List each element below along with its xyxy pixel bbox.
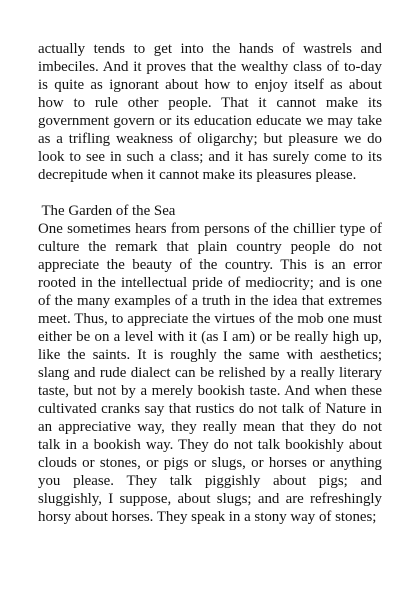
document-page: [38, 40, 382, 526]
paragraph-1: actually tends to get into the hands of wastrels and imbeciles. And it proves that the wealthy class of to-day is quite as ignorant about how to enjoy itself as about how to rule other people. That it cannot make its government govern or its education educate we may take as a trifling weakness of oligarchy; but pleasure we do look to see in such a class; and it has surely come to its decrepitude when it cannot make its pleasures please.: [38, 41, 382, 183]
paragraph-gap: [38, 184, 382, 202]
paragraph-2: One sometimes hears from persons of the chillier type of culture the remark that plain country people do not appreciate the beauty of the country. This is an error rooted in the intellectual pride of mediocrity; and is one of the many examples of a truth in the idea that extremes meet. Thus, to appreciate the virtues of the mob one must either be on a level with it (as I am) or be really high up, like the saints. It is roughly the same with aesthetics; slang and rude dialect can be relished by a really literary taste, but not by a merely bookish taste. And when these cultivated cranks say that rustics do not talk of Nature in an appreciative way, they really mean that they do not talk in a bookish way. They do not talk bookishly about clouds or stones, or pigs or slugs, or horses or anything you please. They talk piggishly about pigs; and sluggishly, I suppose, about slugs; and are refreshingly horsy about horses. They speak in a stony way of stones;: [38, 221, 382, 525]
section-heading: The Garden of the Sea: [38, 203, 176, 219]
